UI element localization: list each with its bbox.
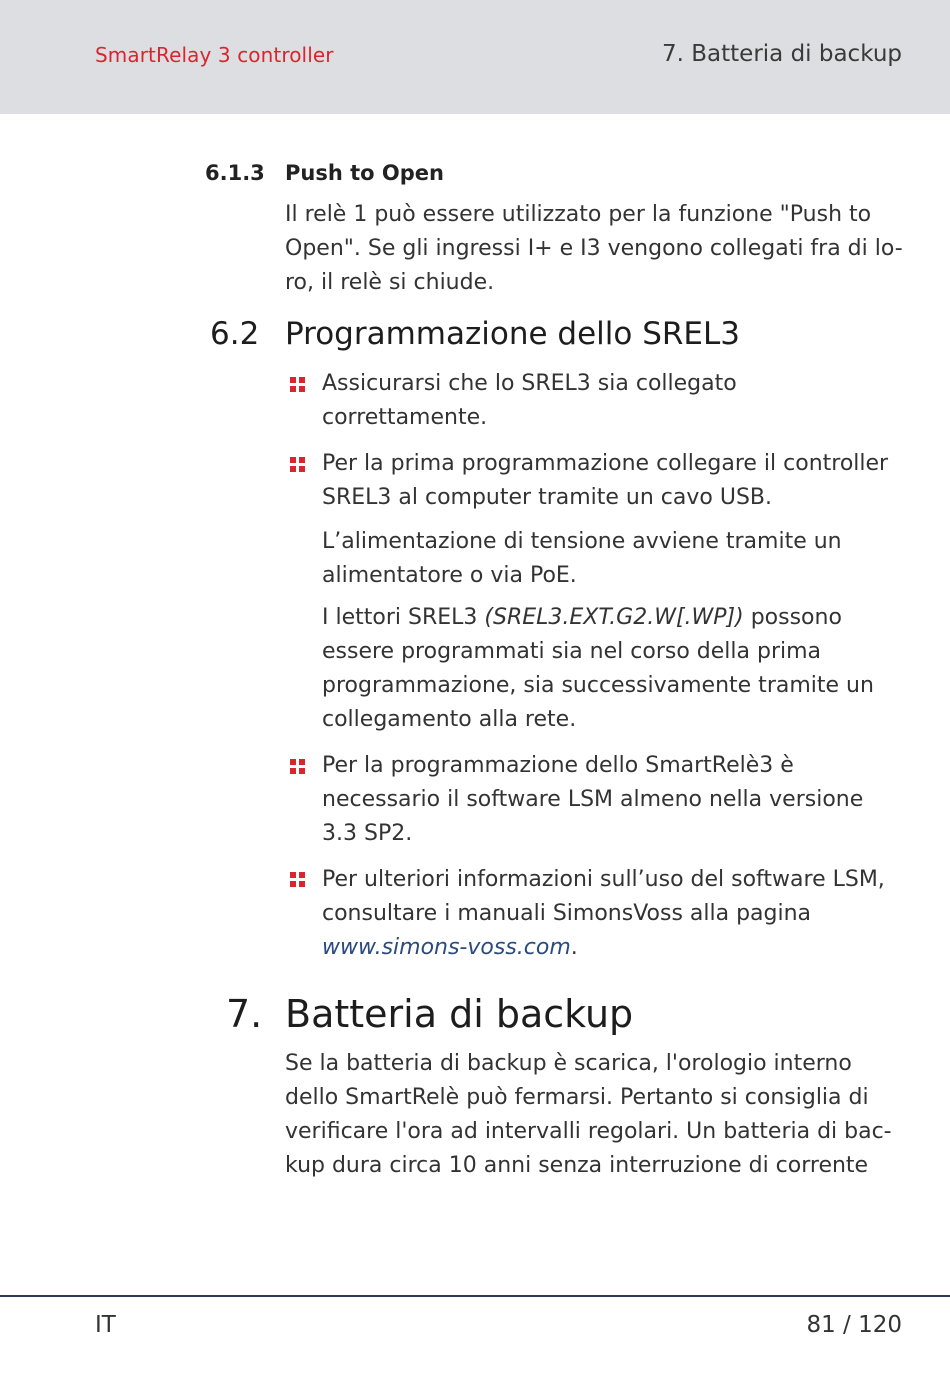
paragraph-line: ro, il relè si chiude.	[285, 270, 495, 295]
paragraph-line: kup dura circa 10 anni senza interruzione di corrente	[285, 1153, 869, 1178]
note-line: programmazione, sia successivamente tramite un	[322, 673, 874, 698]
chapter-title: 7. Batteria di backup	[662, 41, 902, 67]
bullet-icon	[290, 377, 306, 393]
paragraph-line: dello SmartRelè può fermarsi. Pertanto si consiglia di	[285, 1085, 869, 1110]
footer-divider	[0, 1295, 950, 1297]
language-code: IT	[95, 1312, 116, 1338]
page-number: 81 / 120	[806, 1312, 902, 1338]
list-item-line: correttamente.	[322, 405, 488, 430]
paragraph-line: Se la batteria di backup è scarica, l'orologio interno	[285, 1051, 852, 1076]
bullet-icon	[290, 457, 306, 473]
website-link[interactable]: www.simons-voss.com	[322, 935, 571, 960]
readers-note	[322, 601, 907, 737]
product-code: (SREL3.EXT.G2.W[.WP])	[484, 605, 744, 630]
list-item-line: necessario il software LSM almeno nella versione	[322, 787, 864, 812]
battery-paragraph	[285, 1047, 905, 1183]
list-item	[322, 447, 907, 515]
list-item-line: 3.3 SP2.	[322, 821, 413, 846]
note-line	[322, 601, 907, 635]
page-header	[0, 0, 950, 114]
subsection-number: 6.1.3	[205, 161, 265, 185]
note-line: L’alimentazione di tensione avviene tramite un	[322, 529, 842, 554]
power-note	[322, 525, 907, 593]
list-item-line: Per la prima programmazione collegare il controller	[322, 451, 889, 476]
list-item	[322, 367, 907, 435]
push-to-open-paragraph	[285, 198, 905, 300]
paragraph-line: Il relè 1 può essere utilizzato per la funzione "Push to	[285, 202, 872, 227]
chapter-heading: Batteria di backup	[285, 992, 634, 1036]
paragraph-line: Open". Se gli ingressi I+ e I3 vengono collegati fra di lo-	[285, 236, 903, 261]
note-line: essere programmati sia nel corso della prima	[322, 639, 822, 664]
paragraph-line: verificare l'ora ad intervalli regolari. Un batteria di bac-	[285, 1119, 892, 1144]
list-item-line: Per la programmazione dello SmartRelè3 è	[322, 753, 794, 778]
list-item	[322, 863, 907, 965]
note-line: collegamento alla rete.	[322, 707, 577, 732]
product-name: SmartRelay 3 controller	[95, 43, 334, 67]
list-item-line	[322, 931, 907, 965]
list-item	[322, 749, 907, 851]
subsection-title: Push to Open	[285, 161, 444, 185]
chapter-number: 7.	[226, 992, 263, 1036]
bullet-icon	[290, 872, 306, 888]
bullet-icon	[290, 759, 306, 775]
list-item-line: Per ulteriori informazioni sull’uso del software LSM,	[322, 867, 885, 892]
list-item-line: consultare i manuali SimonsVoss alla pagina	[322, 901, 812, 926]
section-number: 6.2	[210, 316, 260, 352]
link-period: .	[570, 935, 578, 960]
note-line: alimentatore o via PoE.	[322, 563, 577, 588]
list-item-line: SREL3 al computer tramite un cavo USB.	[322, 485, 773, 510]
note-text: I lettori SREL3	[322, 605, 485, 630]
list-item-line: Assicurarsi che lo SREL3 sia collegato	[322, 371, 737, 396]
note-text: possono	[743, 605, 842, 630]
section-title: Programmazione dello SREL3	[285, 316, 741, 352]
